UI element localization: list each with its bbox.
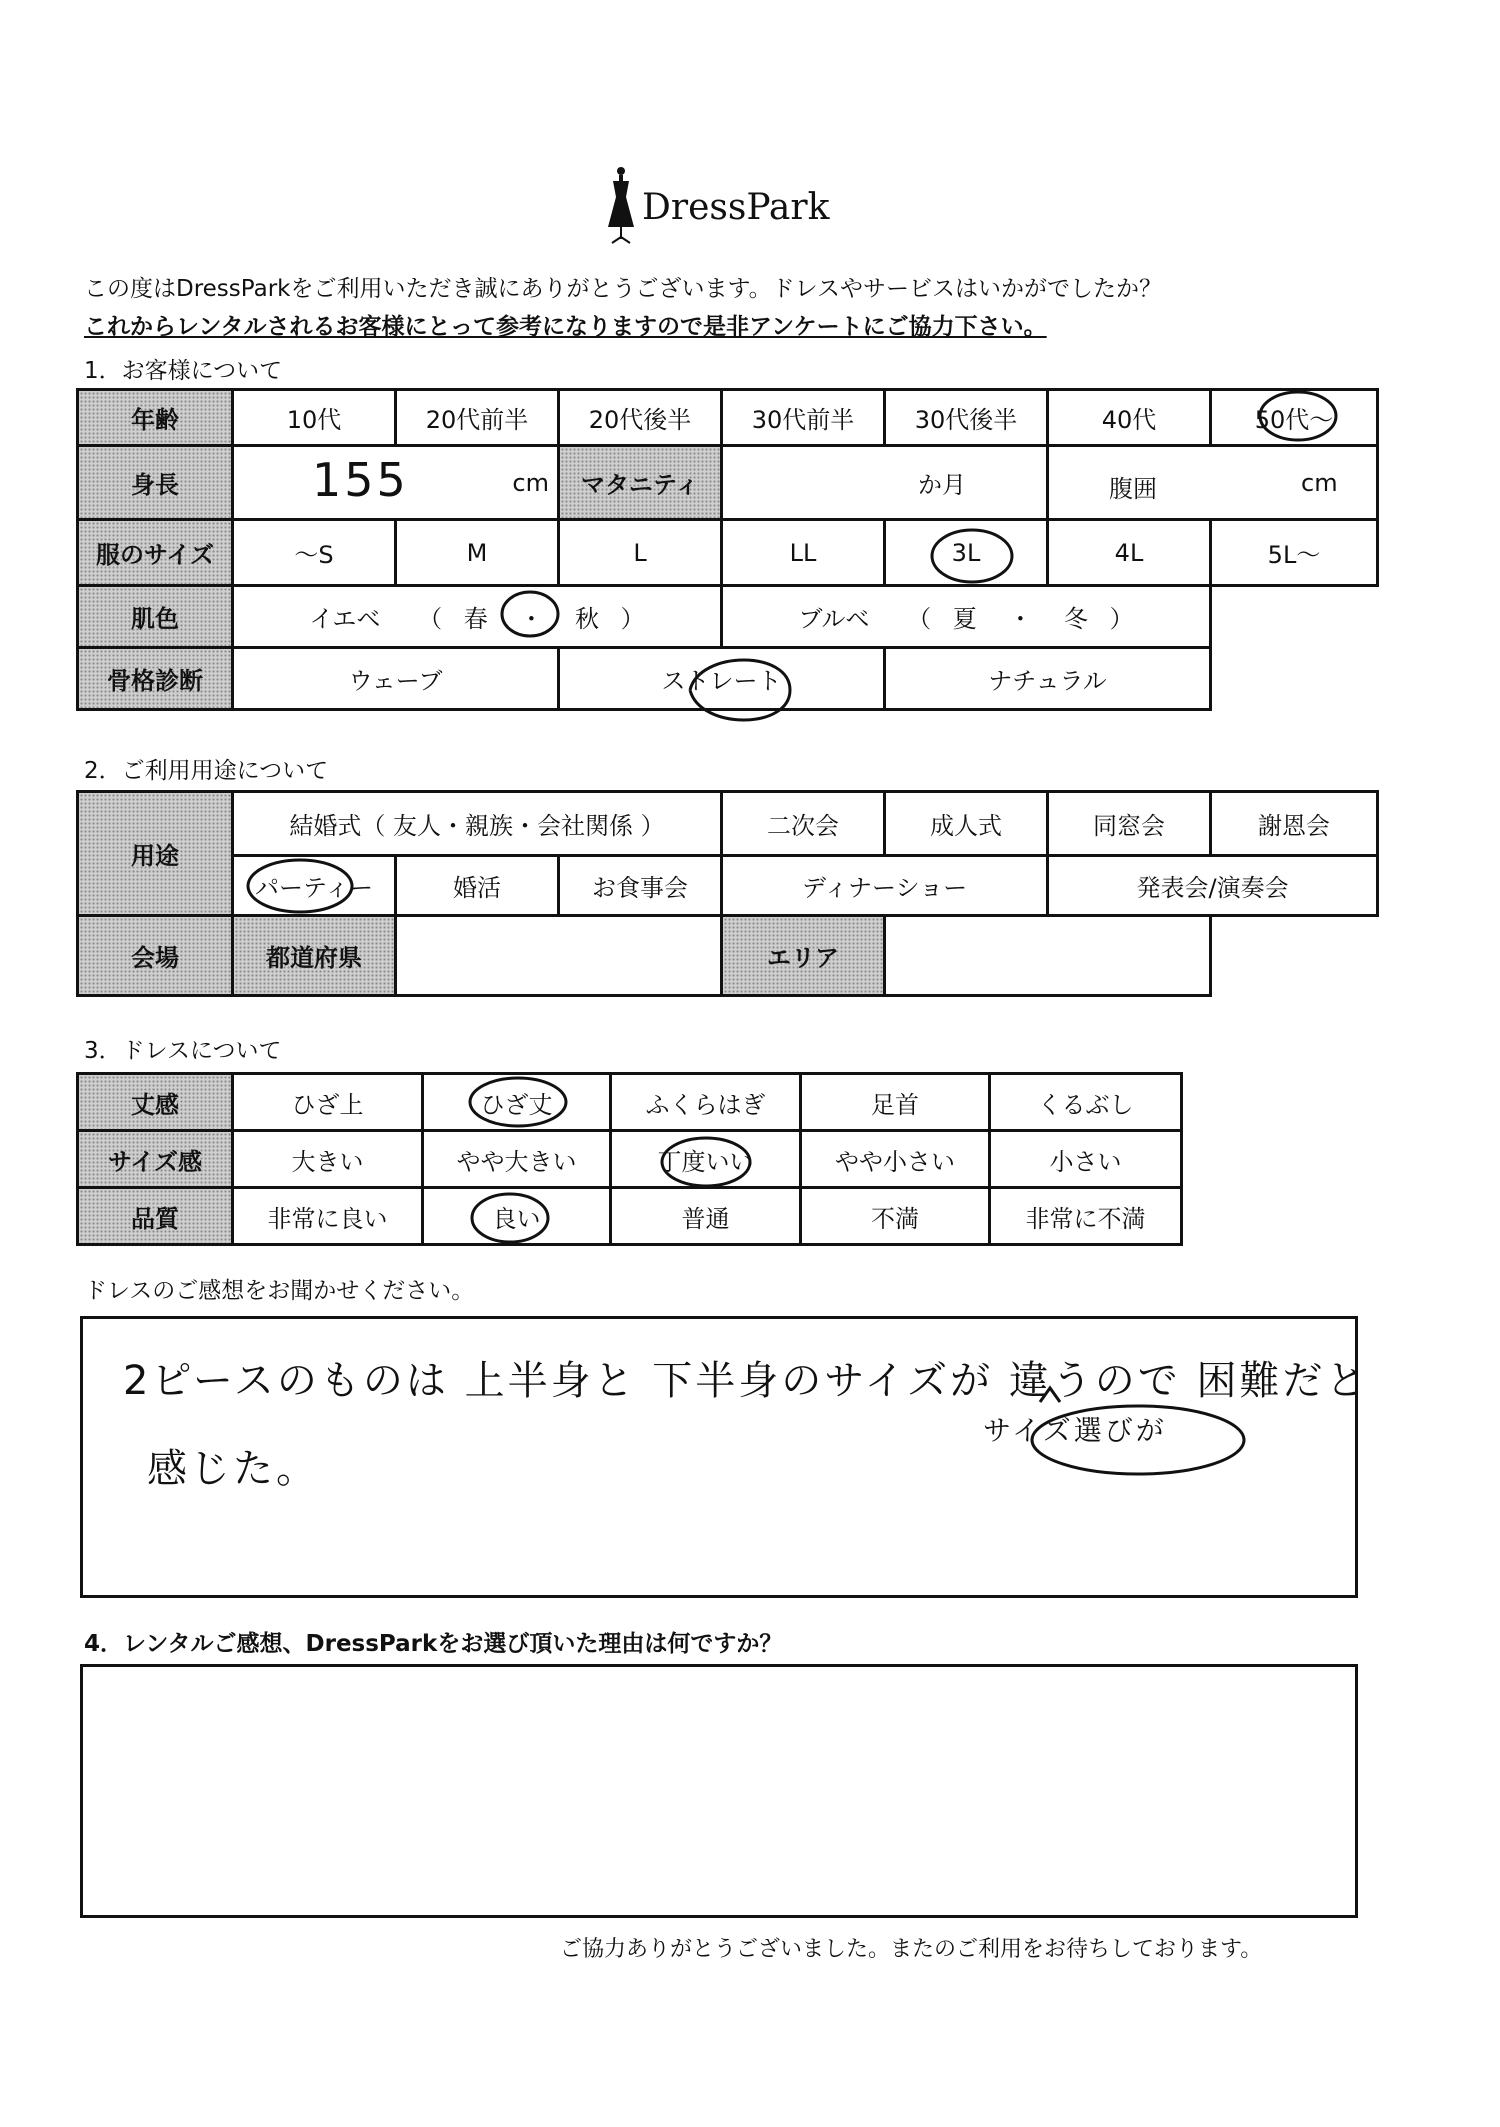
height-unit: cm	[512, 469, 549, 497]
age-option[interactable]: 20代後半	[559, 390, 722, 446]
empty-cell	[1211, 648, 1378, 710]
height-value: 155	[312, 453, 409, 507]
paren-close: ）	[620, 605, 645, 633]
age-option[interactable]: 30代前半	[722, 390, 885, 446]
length-option[interactable]: くるぶし	[990, 1074, 1182, 1131]
purpose-option[interactable]: ディナーショー	[722, 856, 1048, 916]
purpose-option[interactable]: お食事会	[559, 856, 722, 916]
length-option[interactable]: ふくらはぎ	[611, 1074, 801, 1131]
impression-line-1: 2ピースのものは 上半身と 下半身のサイズが 違うので 困難だと	[123, 1358, 1369, 1404]
age-option[interactable]: 30代後半	[885, 390, 1048, 446]
skin-yellow-option[interactable]	[233, 586, 722, 648]
dress-table	[76, 1072, 1183, 1246]
paren-close: ）	[1109, 605, 1134, 633]
quality-option[interactable]: 非常に良い	[233, 1188, 423, 1245]
purpose-option[interactable]: 発表会/演奏会	[1048, 856, 1378, 916]
waist-field[interactable]	[1048, 446, 1378, 520]
length-option-selected[interactable]: ひざ丈	[423, 1074, 611, 1131]
skin-autumn[interactable]: 秋	[574, 605, 599, 633]
purpose-option[interactable]: 成人式	[885, 792, 1048, 856]
area-label: エリア	[722, 916, 885, 996]
purpose-option[interactable]: 二次会	[722, 792, 885, 856]
age-option[interactable]: 40代	[1048, 390, 1211, 446]
waist-label: 腹囲	[1109, 475, 1157, 503]
quality-option[interactable]: 非常に不満	[990, 1188, 1182, 1245]
height-label: 身長	[78, 446, 233, 520]
section-3-title: 3．ドレスについて	[84, 1038, 282, 1064]
section-1-title: 1．お客様について	[84, 358, 283, 384]
paren-open: （	[418, 605, 443, 633]
size-option[interactable]: 4L	[1048, 520, 1211, 586]
impression-textarea[interactable]	[80, 1316, 1369, 1598]
quality-option-selected[interactable]: 良い	[423, 1188, 611, 1245]
skin-label: 肌色	[78, 586, 233, 648]
logo-text: DressPark	[642, 187, 830, 228]
height-row	[78, 446, 1378, 520]
size-option[interactable]: 5L～	[1211, 520, 1378, 586]
intro-line-1: この度はDressParkをご利用いただき誠にありがとうございます。ドレスやサービスはいかがでしたか？	[84, 276, 1162, 302]
bone-row	[78, 648, 1378, 710]
skin-dot: ・	[1008, 605, 1033, 633]
length-label: 丈感	[78, 1074, 233, 1131]
impression-title: ドレスのご感想をお聞かせください。	[84, 1278, 475, 1304]
empty-cell	[1211, 916, 1378, 996]
quality-option[interactable]: 普通	[611, 1188, 801, 1245]
impression-line-2: 感じた。	[147, 1446, 319, 1492]
reason-textarea[interactable]	[80, 1664, 1358, 1918]
skin-spring[interactable]: 春	[463, 605, 488, 633]
maternity-unit: か月	[918, 471, 966, 499]
bone-label: 骨格診断	[78, 648, 233, 710]
dress-mannequin-icon	[604, 165, 638, 245]
maternity-label: マタニティ	[559, 446, 722, 520]
age-option[interactable]: 10代	[233, 390, 396, 446]
section-2-title: 2．ご利用用途について	[84, 758, 329, 784]
skin-winter[interactable]: 冬	[1063, 605, 1088, 633]
size-option-selected[interactable]: 3L	[885, 520, 1048, 586]
customer-table	[76, 388, 1379, 711]
purpose-option[interactable]: 謝恩会	[1211, 792, 1378, 856]
maternity-field[interactable]	[722, 446, 1048, 520]
purpose-label: 用途	[78, 792, 233, 916]
fit-option[interactable]: やや大きい	[423, 1131, 611, 1188]
bone-option[interactable]: ナチュラル	[885, 648, 1211, 710]
size-option[interactable]: ～S	[233, 520, 396, 586]
purpose-option-selected[interactable]: パーティー	[233, 856, 396, 916]
fit-option[interactable]: 大きい	[233, 1131, 423, 1188]
size-option[interactable]: L	[559, 520, 722, 586]
bone-option[interactable]: ウェーブ	[233, 648, 559, 710]
area-field[interactable]	[885, 916, 1211, 996]
skin-blue-name: ブルベ	[798, 605, 870, 633]
size-row	[78, 520, 1378, 586]
waist-unit: cm	[1301, 469, 1338, 497]
impression-insert: サイズ選びが	[983, 1414, 1167, 1447]
fit-option[interactable]: やや小さい	[801, 1131, 990, 1188]
purpose-option[interactable]: 結婚式（ 友人・親族・会社関係 ）	[233, 792, 722, 856]
size-option[interactable]: M	[396, 520, 559, 586]
prefecture-field[interactable]	[396, 916, 722, 996]
purpose-table	[76, 790, 1379, 997]
empty-cell	[1211, 586, 1378, 648]
length-option[interactable]: ひざ上	[233, 1074, 423, 1131]
height-field[interactable]	[233, 446, 559, 520]
paren-open: （	[907, 605, 932, 633]
logo	[600, 165, 840, 245]
bone-option-selected[interactable]: ストレート	[559, 648, 885, 710]
age-label: 年齢	[78, 390, 233, 446]
age-option[interactable]: 20代前半	[396, 390, 559, 446]
size-label: 服のサイズ	[78, 520, 233, 586]
skin-row	[78, 586, 1378, 648]
age-row	[78, 390, 1378, 446]
age-option-selected[interactable]: 50代～	[1211, 390, 1378, 446]
skin-yellow-name: イエベ	[309, 605, 381, 633]
purpose-option[interactable]: 婚活	[396, 856, 559, 916]
footer-thanks: ご協力ありがとうございました。またのご利用をお待ちしております。	[560, 1937, 1263, 1962]
intro-line-2: これからレンタルされるお客様にとって参考になりますので是非アンケートにご協力下さい。	[84, 314, 1047, 340]
size-option[interactable]: LL	[722, 520, 885, 586]
length-option[interactable]: 足首	[801, 1074, 990, 1131]
prefecture-label: 都道府県	[233, 916, 396, 996]
section-4-title: 4．レンタルご感想、DressParkをお選び頂いた理由は何ですか？	[84, 1631, 783, 1657]
fit-label: サイズ感	[78, 1131, 233, 1188]
fit-option[interactable]: 小さい	[990, 1131, 1182, 1188]
skin-summer[interactable]: 夏	[952, 605, 977, 633]
skin-blue-option[interactable]	[722, 586, 1211, 648]
venue-label: 会場	[78, 916, 233, 996]
fit-option-selected[interactable]: 丁度いい	[611, 1131, 801, 1188]
quality-option[interactable]: 不満	[801, 1188, 990, 1245]
purpose-option[interactable]: 同窓会	[1048, 792, 1211, 856]
quality-label: 品質	[78, 1188, 233, 1245]
skin-dot-selected[interactable]: ・	[519, 605, 544, 633]
